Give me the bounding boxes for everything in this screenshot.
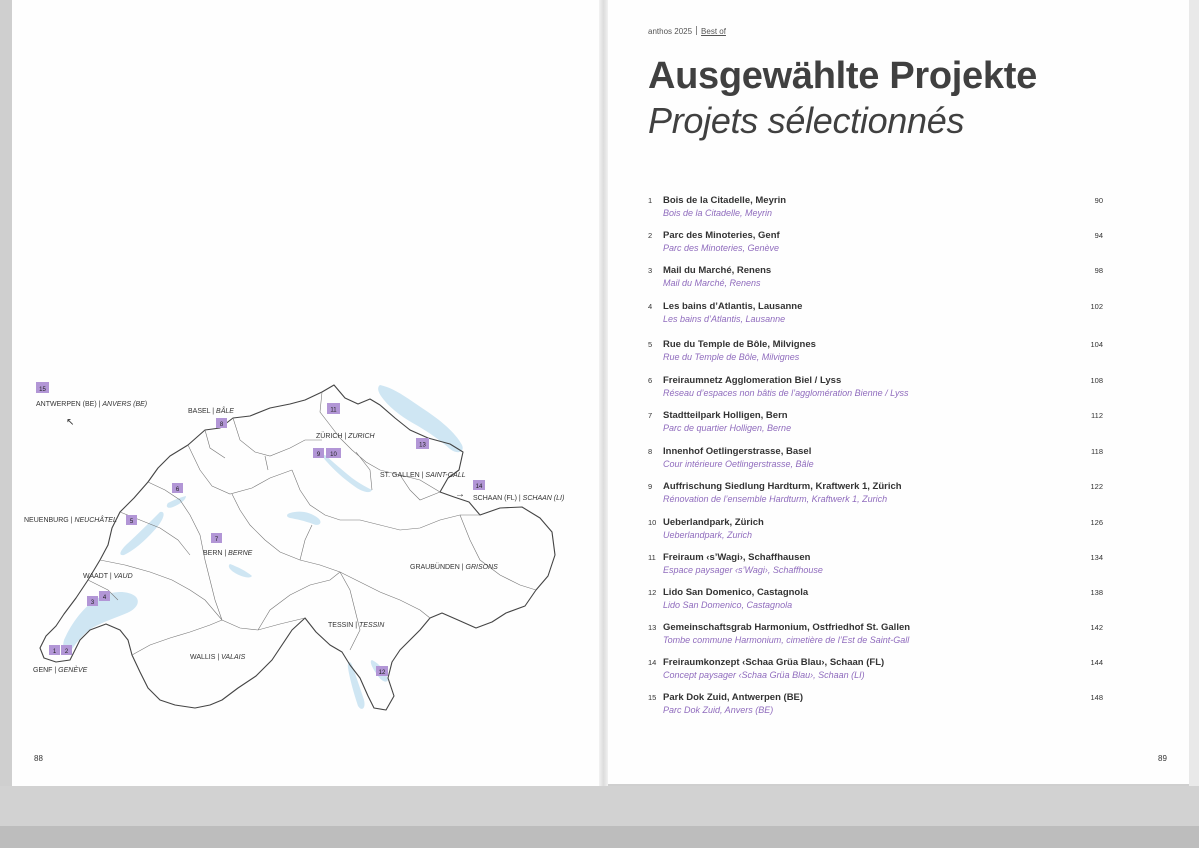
toc-item — [648, 410, 1103, 440]
marker-9 — [313, 448, 324, 458]
toc-title-fr: Parc de quartier Holligen, Berne — [663, 423, 792, 433]
toc-item — [648, 587, 1103, 617]
toc-title-de: Freiraum ‹s’Wagi›, Schaffhausen — [663, 552, 811, 563]
toc-number: 1 — [648, 196, 653, 205]
marker-13 — [416, 438, 429, 449]
toc-item — [648, 481, 1103, 511]
toc-item — [648, 517, 1103, 547]
toc-title-fr: Tombe commune Harmonium, cimetière de l’Est de Saint-Gall — [663, 635, 910, 645]
toc-item — [648, 265, 1103, 295]
toc-page-number: 134 — [1090, 553, 1103, 562]
toc-page-number: 102 — [1090, 302, 1103, 311]
page-number-right: 89 — [1158, 754, 1167, 763]
toc-number: 4 — [648, 302, 653, 311]
toc-title-de: Bois de la Citadelle, Meyrin — [663, 195, 787, 206]
toc-title-fr: Espace paysager ‹s’Wagi›, Schaffhouse — [663, 565, 823, 575]
map-labels — [24, 401, 564, 674]
svg-text:6: 6 — [175, 487, 180, 493]
toc-title-fr: Mail du Marché, Renens — [663, 278, 761, 288]
toc-page-number: 104 — [1090, 340, 1103, 349]
toc-title-de: Mail du Marché, Renens — [663, 265, 772, 276]
svg-text:7: 7 — [214, 537, 219, 543]
svg-text:15: 15 — [39, 387, 46, 393]
svg-text:10: 10 — [330, 452, 337, 458]
section-name: Best of — [701, 27, 726, 36]
journal-name: anthos 2025 — [648, 27, 693, 36]
toc-number: 13 — [648, 623, 657, 632]
label-zurich: ZÜRICH | ZURICH — [316, 433, 375, 440]
label-basel: BASEL | BÂLE — [188, 408, 234, 415]
toc-item — [648, 195, 1103, 225]
toc-title-de: Freiraumnetz Agglomeration Biel / Lyss — [663, 375, 842, 386]
toc-title-fr: Parc Dok Zuid, Anvers (BE) — [663, 705, 774, 715]
toc-number: 10 — [648, 518, 657, 527]
book-gutter — [599, 0, 608, 786]
toc-page-number: 94 — [1094, 231, 1103, 240]
toc-page-number: 142 — [1090, 623, 1103, 632]
marker-15 — [36, 382, 49, 393]
marker-10 — [326, 448, 341, 458]
page-title-fr: Projets sélectionnés — [648, 100, 965, 141]
arrow-east-icon: → — [455, 489, 465, 500]
page-number-left: 88 — [34, 754, 43, 763]
label-waadt: WAADT | VAUD — [83, 573, 133, 580]
toc-title-fr: Lido San Domenico, Castagnola — [663, 600, 793, 610]
label-neuenburg: NEUENBURG | NEUCHÂTEL — [24, 517, 117, 524]
lake-thun — [229, 564, 252, 577]
country-outline — [40, 385, 555, 710]
toc-title-de: Rue du Temple de Bôle, Milvignes — [663, 339, 816, 350]
label-graubuenden: GRAUBÜNDEN | GRISONS — [410, 564, 498, 571]
marker-11 — [327, 403, 340, 414]
svg-text:2: 2 — [64, 649, 69, 655]
marker-3 — [87, 596, 98, 606]
running-header — [648, 26, 726, 36]
toc-title-fr: Parc des Minoteries, Genève — [663, 243, 780, 253]
toc-page-number: 118 — [1091, 447, 1103, 456]
switzerland-map — [0, 0, 600, 786]
marker-6 — [172, 483, 183, 493]
toc-title-fr: Cour intérieure Oetlingerstrasse, Bâle — [663, 459, 814, 469]
label-genf: GENF | GENÈVE — [33, 667, 88, 674]
svg-text:9: 9 — [316, 452, 321, 458]
toc-item — [648, 301, 1103, 331]
toc-page-number: 108 — [1090, 376, 1103, 385]
toc-title-de: Gemeinschaftsgrab Harmonium, Ostfriedhof St. Gallen — [663, 622, 911, 633]
arrow-nw-icon: ↖ — [66, 417, 75, 428]
marker-12 — [376, 666, 388, 676]
toc-number: 3 — [648, 266, 653, 275]
label-schaan: SCHAAN (FL) | SCHAAN (LI) — [473, 495, 565, 502]
toc-item — [648, 622, 1103, 652]
lake-geneva — [63, 592, 138, 654]
marker-7 — [211, 533, 222, 543]
svg-text:1: 1 — [52, 649, 57, 655]
label-tessin: TESSIN | TESSIN — [328, 622, 385, 629]
toc-page-number: 144 — [1090, 658, 1103, 667]
toc-title-fr: Réseau d’espaces non bâtis de l’agglomération Bienne / Lyss — [663, 388, 909, 398]
marker-2 — [61, 645, 72, 655]
svg-text:12: 12 — [378, 670, 386, 676]
marker-14 — [473, 480, 485, 490]
svg-text:8: 8 — [219, 422, 224, 428]
toc-item — [648, 552, 1103, 582]
label-wallis: WALLIS | VALAIS — [190, 654, 246, 661]
toc-page-number: 126 — [1090, 518, 1103, 527]
svg-text:3: 3 — [90, 600, 95, 606]
toc-page-number: 112 — [1091, 411, 1103, 420]
toc-number: 15 — [648, 693, 657, 702]
toc-number: 11 — [648, 553, 656, 562]
toc-page-number: 90 — [1094, 196, 1103, 205]
toc-title-de: Auffrischung Siedlung Hardturm, Kraftwerk 1, Zürich — [663, 481, 902, 492]
toc-title-de: Freiraumkonzept ‹Schaa Grüa Blau›, Schaan (FL) — [663, 657, 885, 668]
marker-5 — [126, 515, 137, 525]
toc-title-de: Parc des Minoteries, Genf — [663, 230, 780, 241]
toc-number: 12 — [648, 588, 657, 597]
page-title-de: Ausgewählte Projekte — [648, 55, 1037, 97]
toc-item — [648, 692, 1103, 722]
toc-number: 9 — [648, 482, 653, 491]
svg-text:13: 13 — [419, 442, 426, 449]
toc-item — [648, 657, 1103, 687]
marker-1 — [49, 645, 60, 655]
lake-lucerne — [287, 512, 320, 525]
svg-text:5: 5 — [129, 519, 134, 525]
page-edge — [1189, 0, 1199, 786]
toc-item — [648, 230, 1103, 260]
toc-title-fr: Bois de la Citadelle, Meyrin — [663, 208, 773, 218]
toc-title-de: Stadtteilpark Holligen, Bern — [663, 410, 788, 421]
toc-number: 5 — [648, 340, 653, 349]
toc-page-number: 138 — [1090, 588, 1103, 597]
svg-text:11: 11 — [330, 407, 337, 414]
label-st-gallen: ST. GALLEN | SAINT-GALL — [380, 472, 466, 479]
toc-number: 8 — [648, 447, 653, 456]
toc-number: 7 — [648, 411, 653, 420]
scan-background — [0, 786, 1199, 848]
toc-item — [648, 339, 1103, 369]
toc-title-de: Innenhof Oetlingerstrasse, Basel — [663, 446, 812, 457]
toc-title-fr: Concept paysager ‹Schaa Grüa Blau›, Schaan (LI) — [663, 670, 865, 680]
lakes — [63, 385, 463, 709]
toc-title-de: Lido San Domenico, Castagnola — [663, 587, 809, 598]
toc-number: 2 — [648, 231, 653, 240]
toc-number: 6 — [648, 376, 653, 385]
toc-item — [648, 375, 1103, 405]
svg-text:4: 4 — [102, 595, 107, 601]
toc-page-number: 122 — [1090, 482, 1103, 491]
toc-title-de: Park Dok Zuid, Antwerpen (BE) — [663, 692, 804, 703]
toc-title-fr: Rénovation de l’ensemble Hardturm, Kraftwerk 1, Zurich — [663, 494, 888, 504]
lake-maggiore — [348, 662, 365, 709]
marker-8 — [216, 418, 227, 428]
svg-text:14: 14 — [475, 484, 483, 490]
toc-title-fr: Ueberlandpark, Zurich — [663, 530, 753, 540]
toc-page-number: 148 — [1090, 693, 1103, 702]
toc-number: 14 — [648, 658, 657, 667]
label-bern: BERN | BERNE — [203, 550, 253, 557]
toc-title-fr: Rue du Temple de Bôle, Milvignes — [663, 352, 800, 362]
toc-title-fr: Les bains d’Atlantis, Lausanne — [663, 314, 786, 324]
toc-item — [648, 446, 1103, 476]
label-antwerpen: ANTWERPEN (BE) | ANVERS (BE) — [36, 401, 148, 408]
toc-page-number: 98 — [1094, 266, 1103, 275]
marker-4 — [99, 591, 110, 601]
toc-title-de: Ueberlandpark, Zürich — [663, 517, 764, 528]
toc-title-de: Les bains d’Atlantis, Lausanne — [663, 301, 803, 312]
